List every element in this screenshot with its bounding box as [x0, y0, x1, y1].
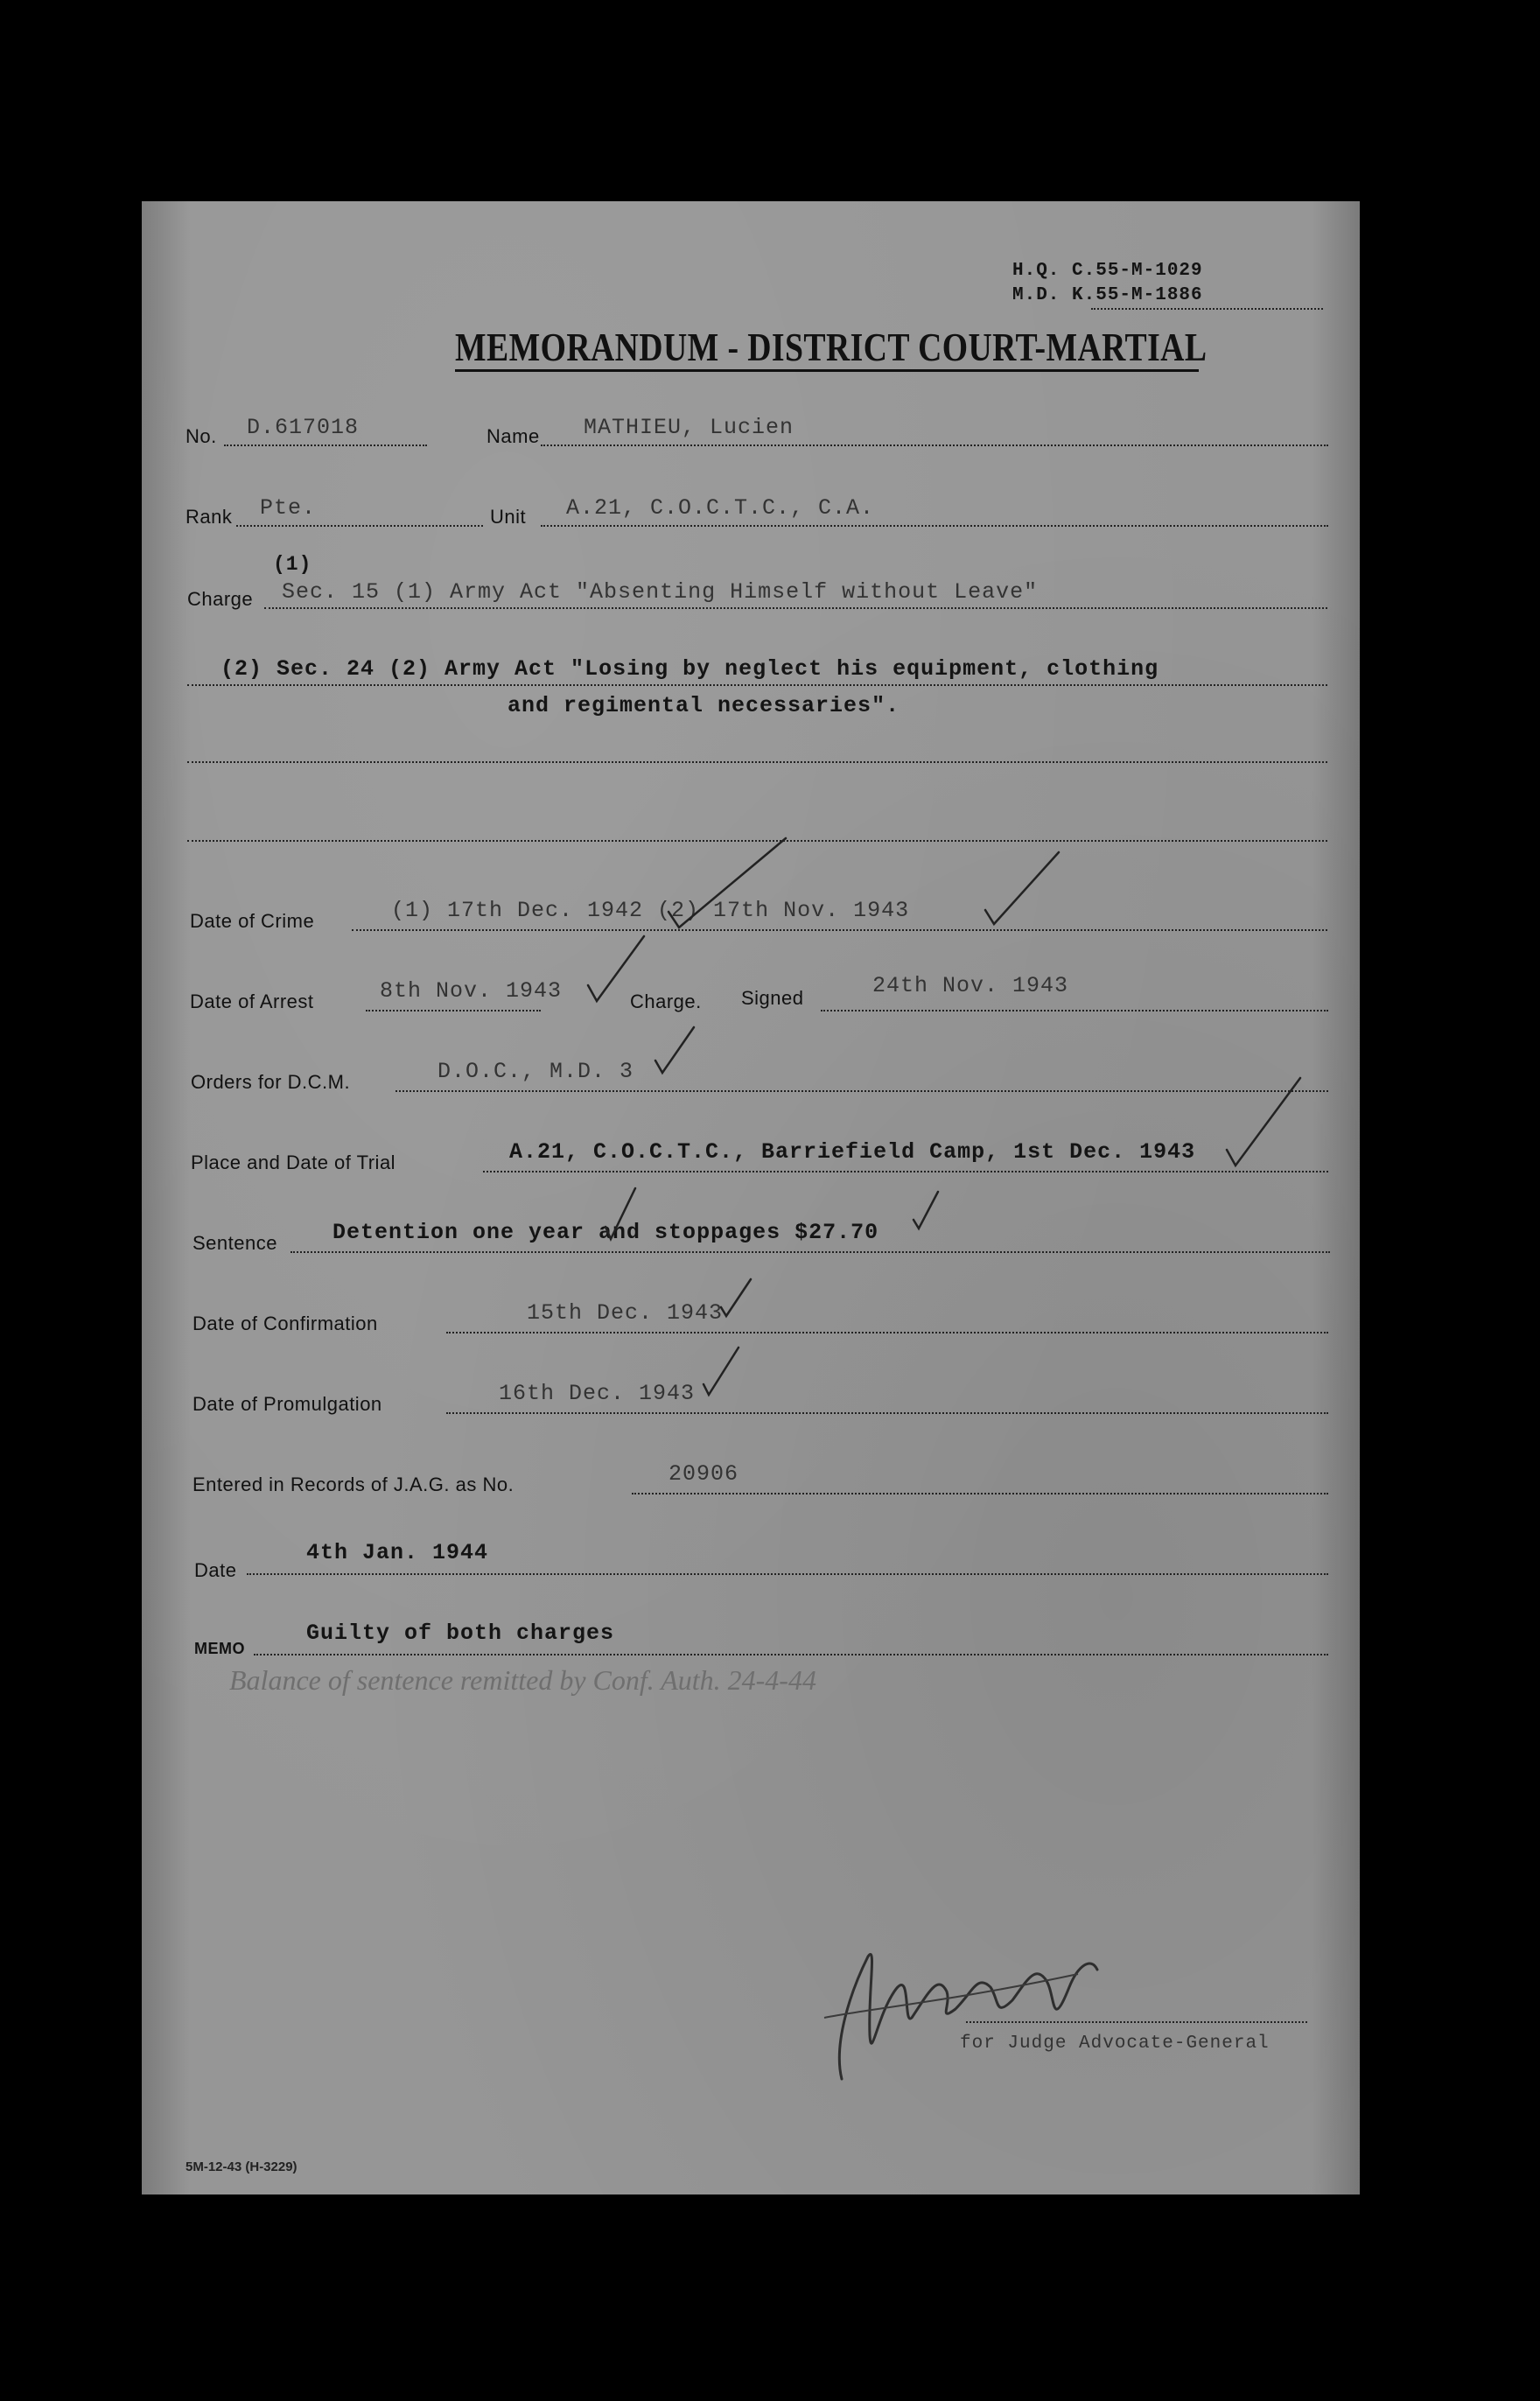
signature-line — [966, 2021, 1307, 2023]
soldier-name: MATHIEU, Lucien — [584, 415, 794, 440]
handwritten-memo: Balance of sentence remitted by Conf. Auth. 24-4-44 — [229, 1664, 816, 1696]
charge-1-text: Sec. 15 (1) Army Act "Absenting Himself without Leave" — [282, 579, 1039, 605]
charge-signed-line — [821, 1010, 1328, 1012]
sentence-label: Sentence — [192, 1232, 277, 1254]
date-of-crime-value: (1) 17th Dec. 1942 (2) 17th Nov. 1943 — [391, 898, 910, 923]
sentence-value: Detention one year and stoppages $27.70 — [332, 1220, 879, 1245]
form-title: MEMORANDUM - DISTRICT COURT-MARTIAL — [455, 325, 1208, 369]
signature-caption: for Judge Advocate-General — [960, 2034, 1270, 2054]
check-mark-promulgation — [702, 1344, 742, 1398]
sentence-line — [290, 1251, 1330, 1253]
place-date-trial-line — [483, 1171, 1328, 1172]
entered-in-records-label: Entered in Records of J.A.G. as No. — [192, 1474, 514, 1495]
date-of-confirmation-label: Date of Confirmation — [192, 1312, 378, 1334]
service-number: D.617018 — [247, 415, 360, 440]
title-underline — [455, 369, 1199, 372]
date-of-promulgation-value: 16th Dec. 1943 — [499, 1381, 696, 1406]
charge-signed-label-b: Signed — [741, 987, 804, 1009]
check-mark-crime-1 — [667, 836, 789, 933]
place-date-trial-value: A.21, C.O.C.T.C., Barriefield Camp, 1st Dec. 1943 — [509, 1139, 1196, 1165]
date-of-crime-line — [352, 929, 1327, 931]
jag-record-number: 20906 — [668, 1461, 739, 1487]
orders-for-dcm-value: D.O.C., M.D. 3 — [438, 1059, 634, 1084]
charge-label: Charge — [187, 588, 254, 610]
memo-value: Guilty of both charges — [306, 1620, 615, 1646]
check-mark-confirmation — [719, 1276, 754, 1320]
date-of-arrest-value: 8th Nov. 1943 — [380, 978, 563, 1004]
md-reference-line — [1091, 308, 1323, 310]
charge-2-line — [187, 684, 1327, 686]
date-of-promulgation-line — [446, 1412, 1328, 1414]
date-of-confirmation-line — [446, 1332, 1328, 1334]
charge-blank-line-1 — [187, 761, 1327, 763]
form-code: 5M-12-43 (H-3229) — [186, 2160, 298, 2174]
unit-line — [541, 525, 1328, 527]
unit-label: Unit — [490, 506, 527, 528]
memorandum-form — [142, 201, 1360, 2194]
date-line — [247, 1573, 1328, 1575]
date-of-arrest-line — [366, 1010, 541, 1012]
memo-label: MEMO — [194, 1640, 245, 1657]
entered-in-records-line — [632, 1493, 1328, 1494]
date-of-crime-label: Date of Crime — [190, 910, 315, 932]
check-mark-orders — [654, 1024, 697, 1076]
orders-for-dcm-label: Orders for D.C.M. — [191, 1071, 351, 1093]
date-of-confirmation-value: 15th Dec. 1943 — [527, 1300, 724, 1326]
md-reference: M.D. K.55-M-1886 — [1012, 285, 1203, 305]
no-label: No. — [186, 425, 217, 447]
place-date-trial-label: Place and Date of Trial — [191, 1152, 396, 1173]
unit-value: A.21, C.O.C.T.C., C.A. — [566, 495, 875, 521]
orders-for-dcm-line — [396, 1090, 1328, 1092]
check-mark-crime-2 — [984, 849, 1062, 928]
check-mark-arrest — [586, 933, 648, 1004]
charge-signed-value: 24th Nov. 1943 — [872, 973, 1069, 998]
name-line — [541, 444, 1328, 446]
date-label: Date — [194, 1559, 237, 1581]
charge-1-marker: (1) — [273, 553, 312, 576]
check-mark-sentence-1 — [604, 1185, 639, 1242]
date-of-promulgation-label: Date of Promulgation — [192, 1393, 382, 1415]
charge-signed-label-a: Charge. — [630, 990, 702, 1012]
charge-2-text: (2) Sec. 24 (2) Army Act "Losing by neglect his equipment, clothing — [220, 656, 1159, 682]
date-value: 4th Jan. 1944 — [306, 1540, 489, 1565]
rank-value: Pte. — [260, 495, 317, 521]
charge-1-line — [264, 607, 1327, 609]
name-label: Name — [486, 425, 540, 447]
rank-label: Rank — [186, 506, 233, 528]
memo-line — [254, 1654, 1328, 1656]
rank-line — [236, 525, 483, 527]
date-of-arrest-label: Date of Arrest — [190, 990, 314, 1012]
hq-reference: H.Q. C.55-M-1029 — [1012, 261, 1203, 281]
check-mark-sentence-2 — [912, 1188, 942, 1232]
signature — [816, 1939, 1104, 2088]
charge-2-text-cont: and regimental necessaries". — [508, 693, 900, 718]
no-line — [224, 444, 427, 446]
check-mark-trial — [1225, 1074, 1304, 1171]
